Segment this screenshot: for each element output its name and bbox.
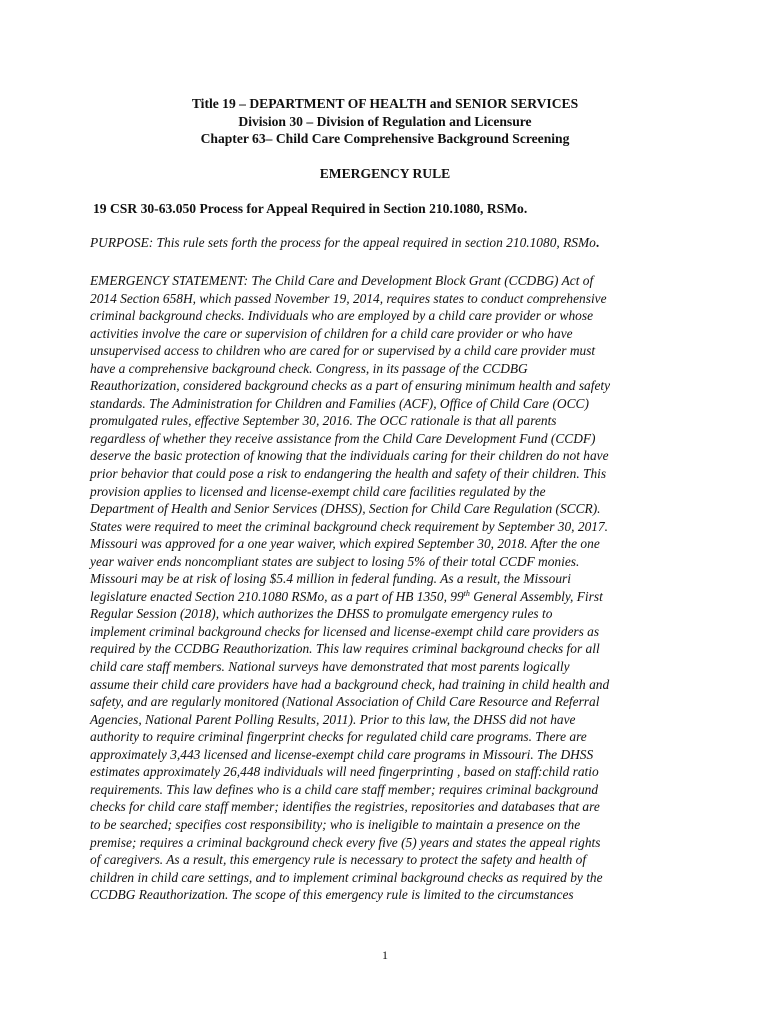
statement-line: requirements. This law defines who is a child care staff member; requires criminal background [90, 781, 599, 797]
statement-line: Agencies, National Parent Polling Results, 2011). Prior to this law, the DHSS did not have [90, 711, 576, 727]
statement-line-with-superscript [90, 588, 690, 606]
statement-line: deserve the basic protection of knowing that the individuals caring for their children do not have [90, 448, 609, 464]
page-number: 1 [382, 948, 388, 962]
title-line: Title 19 – DEPARTMENT OF HEALTH and SENIOR SERVICES [191, 96, 579, 111]
line-text-after-superscript: General Assembly, First [469, 588, 603, 604]
statement-line: children in child care settings, and to implement criminal background checks as required by the [90, 869, 603, 885]
statement-line: activities involve the care or supervision of children for a child care provider or who have [90, 325, 573, 341]
statement-line: provision applies to licensed and license-exempt child care facilities regulated by the [90, 483, 546, 499]
statement-line: 2014 Section 658H, which passed November 19, 2014, requires states to conduct comprehensive [90, 290, 607, 306]
purpose-period: . [595, 235, 600, 250]
purpose-text: PURPOSE: This rule sets forth the process for the appeal required in section 210.1080, RSMo [90, 235, 596, 250]
statement-line: standards. The Administration for Children and Families (ACF), Office of Child Care (OCC) [90, 395, 589, 411]
statement-line: assume their child care providers have had a background check, had training in child health and [90, 676, 610, 692]
emergency-statement [90, 272, 690, 904]
statement-line: Missouri may be at risk of losing $5.4 million in federal funding. As a result, the Missouri [90, 571, 571, 587]
statement-line: Missouri was approved for a one year waiver, which expired September 30, 2018. After the one [90, 536, 600, 552]
statement-line: unsupervised access to children who are cared for or supervised by a child care provider must [90, 343, 596, 359]
statement-line: required by the CCDBG Reauthorization. This law requires criminal background checks for all [90, 641, 600, 657]
statement-line: States were required to meet the criminal background check requirement by September 30, 2017. [90, 518, 609, 534]
rule-type-heading: EMERGENCY RULE [319, 166, 451, 181]
statement-line: authority to require criminal fingerprint checks for regulated child care programs. There are [90, 729, 587, 745]
statement-line: year waiver ends noncompliant states are subject to losing 5% of their total CCDF monies. [90, 553, 580, 569]
rule-id-heading: 19 CSR 30-63.050 Process for Appeal Required in Section 210.1080, RSMo. [93, 201, 528, 216]
statement-line: approximately 3,443 licensed and license-exempt child care programs in Missouri. The DHSS [90, 746, 594, 762]
statement-line: implement criminal background checks for licensed and license-exempt child care providers as [90, 623, 600, 639]
statement-line: to be searched; specifies cost responsibility; who is ineligible to maintain a presence on the [90, 816, 581, 832]
document-header [0, 95, 770, 148]
statement-line: promulgated rules, effective September 30, 2016. The OCC rationale is that all parents [90, 413, 557, 429]
statement-line: have a comprehensive background check. Congress, in its passage of the CCDBG [90, 360, 528, 376]
division-line: Division 30 – Division of Regulation and Licensure [238, 113, 532, 129]
statement-line: Department of Health and Senior Services (DHSS), Section for Child Care Regulation (SCCR). [90, 501, 601, 517]
statement-line: Regular Session (2018), which authorizes the DHSS to promulgate emergency rules to [90, 606, 553, 622]
statement-line: prior behavior that could pose a risk to endangering the health and safety of their children. This [90, 466, 607, 482]
statement-line: premise; requires a criminal background check every five (5) years and states the appeal rights [90, 834, 601, 850]
statement-line: CCDBG Reauthorization. The scope of this emergency rule is limited to the circumstances [90, 887, 574, 903]
statement-line: estimates approximately 26,448 individuals will need fingerprinting , based on staff:child ratio [90, 764, 599, 780]
statement-line: EMERGENCY STATEMENT: The Child Care and Development Block Grant (CCDBG) Act of [90, 273, 594, 288]
statement-line: regardless of whether they receive assistance from the Child Care Development Fund (CCDF) [90, 430, 596, 446]
statement-line: safety, and are regularly monitored (National Association of Child Care Resource and Referral [90, 694, 600, 710]
statement-line: checks for child care staff member; identifies the registries, repositories and databases that are [90, 799, 600, 815]
statement-line: Reauthorization, considered background checks as a part of ensuring minimum health and safety [90, 378, 611, 394]
statement-line: criminal background checks. Individuals who are employed by a child care provider or whose [90, 308, 594, 324]
statement-line: of caregivers. As a result, this emergency rule is necessary to protect the safety and health of [90, 852, 587, 868]
chapter-line: Chapter 63– Child Care Comprehensive Background Screening [200, 131, 570, 146]
line-text-before-superscript: legislature enacted Section 210.1080 RSMo, as a part of HB 1350, 99 [90, 588, 464, 604]
purpose-paragraph [90, 235, 599, 251]
ordinal-superscript: th [463, 588, 470, 598]
statement-line: child care staff members. National surveys have demonstrated that most parents logically [90, 659, 570, 675]
